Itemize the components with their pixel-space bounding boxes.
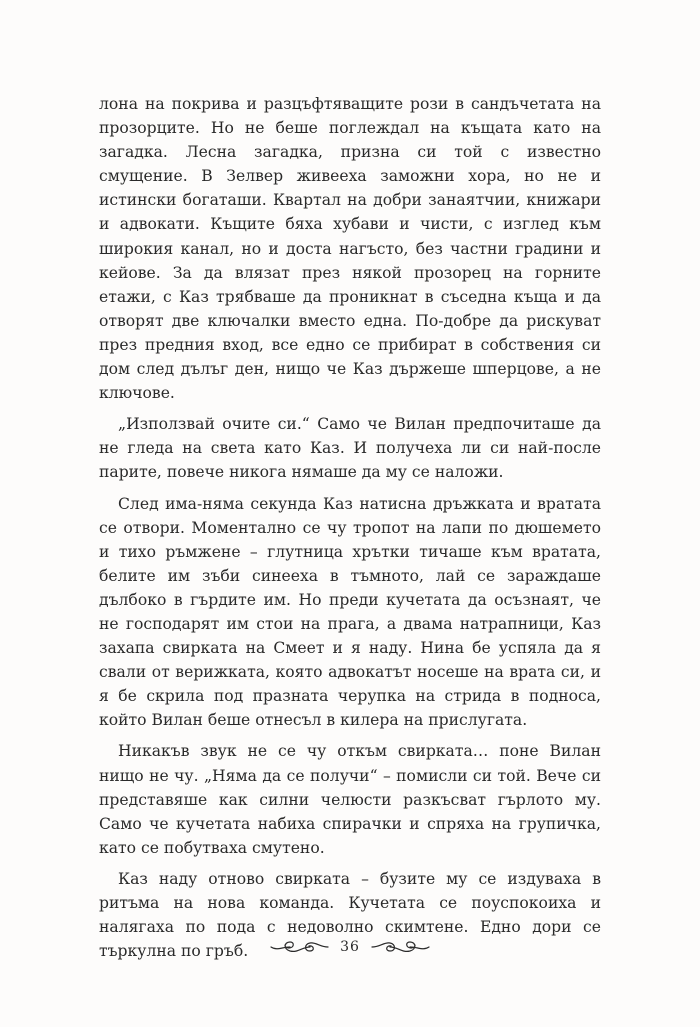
page-footer — [0, 932, 700, 962]
right-flourish-icon — [370, 937, 432, 957]
body-text — [99, 92, 601, 970]
paragraph: Каз наду отново свирката – бузите му се издуваха в ритъма на нова команда. Кучетата се поуспокоиха и налягаха по пода с недоволно скимтене. Едно дори се търкулна по гръб. — [99, 869, 601, 961]
paragraph: лона на покрива и разцъфтяващите рози в сандъчетата на прозорците. Но не беше поглеждал на къщата като на загадка. Лесна загадка, призна си той с известно смущение. В Зелвер живееха заможни хора, но не и истински богаташи. Квартал на добри занаятчии, книжари и адвокати. Къщите бяха хубави и чисти, с изглед към широкия канал, но и доста нагъсто, без частни градини и кейове. За да влязат през някой прозорец на горните етажи, с Каз трябваше да проникнат в съседна къща и да отворят две ключалки вместо една. По-добре да рискуват през предния вход, все едно се прибират в собствения си дом след дълъг ден, нищо че Каз държеше шперцове, а не ключове. — [99, 95, 601, 403]
paragraph: Никакъв звук не се чу откъм свирката… поне Вилан нищо не чу. „Няма да се получи“ – помисли си той. Вече си представяше как силни челюсти разкъсват гърлото му. Само че кучетата набиха спирачки и спряха на групичка, като се побутваха смутено. — [99, 742, 601, 857]
paragraph: „Използвай очите си.“ Само че Вилан предпочиташе да не гледа на света като Каз. И получеха ли си най-после парите, повече никога нямаше да му се наложи. — [99, 415, 601, 482]
page-number: 36 — [340, 939, 360, 955]
paragraph: След има-няма секунда Каз натисна дръжката и вратата се отвори. Моментално се чу тропот на лапи по дюшемето и тихо ръмжене – глутница хрътки тичаше към вратата, белите им зъби синееха в тъмното, лай се зараждаше дълбоко в гърдите им. Но преди кучетата да осъзнаят, че не господарят им стои на прага, а двама натрапници, Каз захапа свирката на Смеет и я наду. Нина бе успяла да я свали от верижката, която адвокатът носеше на врата си, и я бе скрила под празната черупка на стрида в подноса, който Вилан беше отнесъл в килера на прислугата. — [99, 494, 601, 730]
left-flourish-icon — [268, 937, 330, 957]
